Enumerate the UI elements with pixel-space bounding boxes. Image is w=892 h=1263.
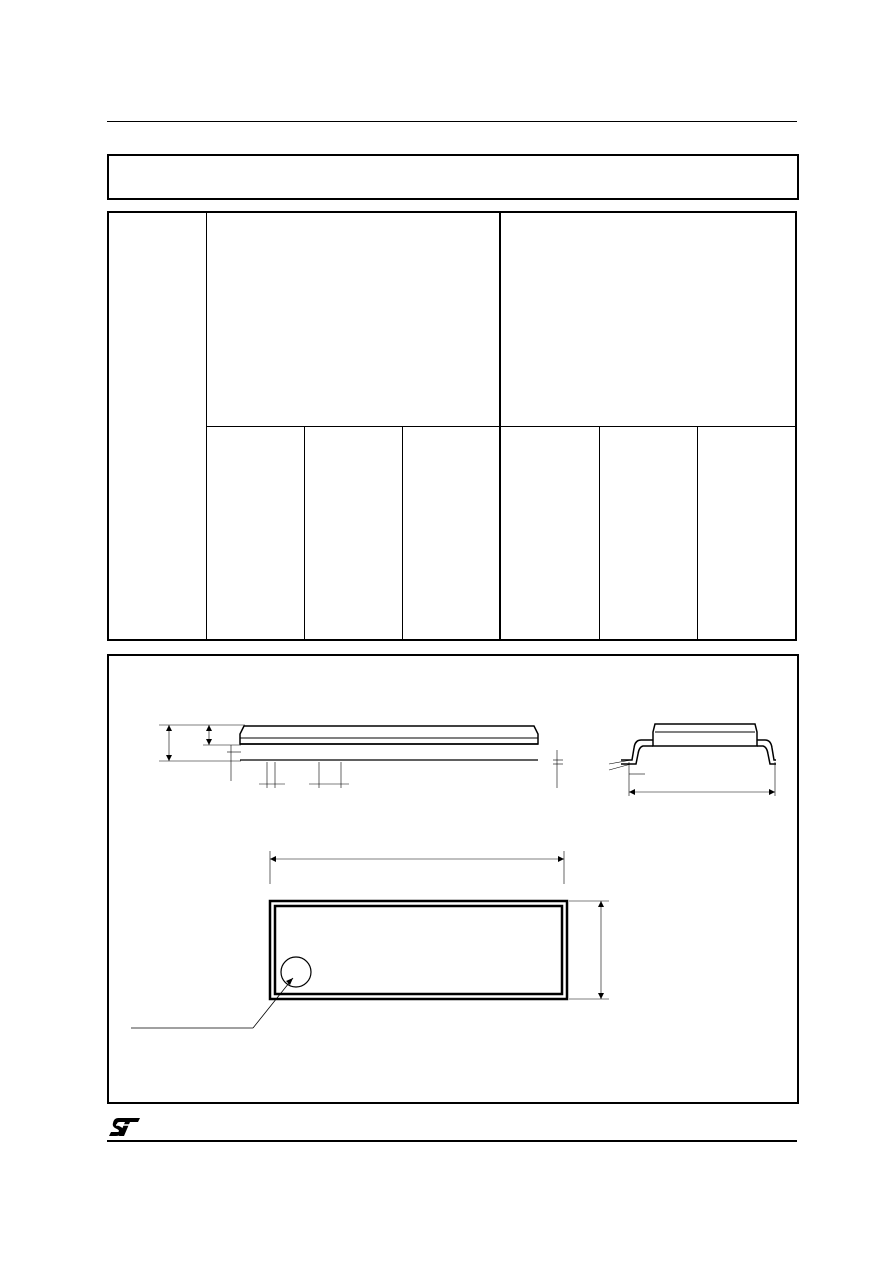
subheader-cell: [697, 426, 796, 640]
table-subheader-row: [108, 426, 796, 640]
dimension-table: [107, 211, 797, 641]
header-dim-cell: [108, 212, 206, 640]
header-rule: [107, 121, 797, 122]
subheader-cell: [304, 426, 402, 640]
package-drawing: [109, 656, 797, 1102]
top-view-outer: [270, 901, 567, 999]
subheader-cell: [402, 426, 500, 640]
subheader-cell: [599, 426, 697, 640]
st-logo-icon: [108, 1116, 142, 1138]
end-view-body: [653, 724, 757, 746]
subheader-cell: [206, 426, 304, 640]
footer-rule: [107, 1140, 797, 1142]
top-view-inner: [275, 906, 562, 994]
pin1-dot: [281, 957, 311, 987]
table-header-row: [108, 212, 796, 426]
subheader-cell: [500, 426, 599, 640]
header-mm-cell: [206, 212, 500, 426]
package-drawing-box: [107, 654, 799, 1104]
header-inch-cell: [500, 212, 796, 426]
table-title-box: [107, 154, 799, 200]
side-view-body: [240, 726, 538, 744]
